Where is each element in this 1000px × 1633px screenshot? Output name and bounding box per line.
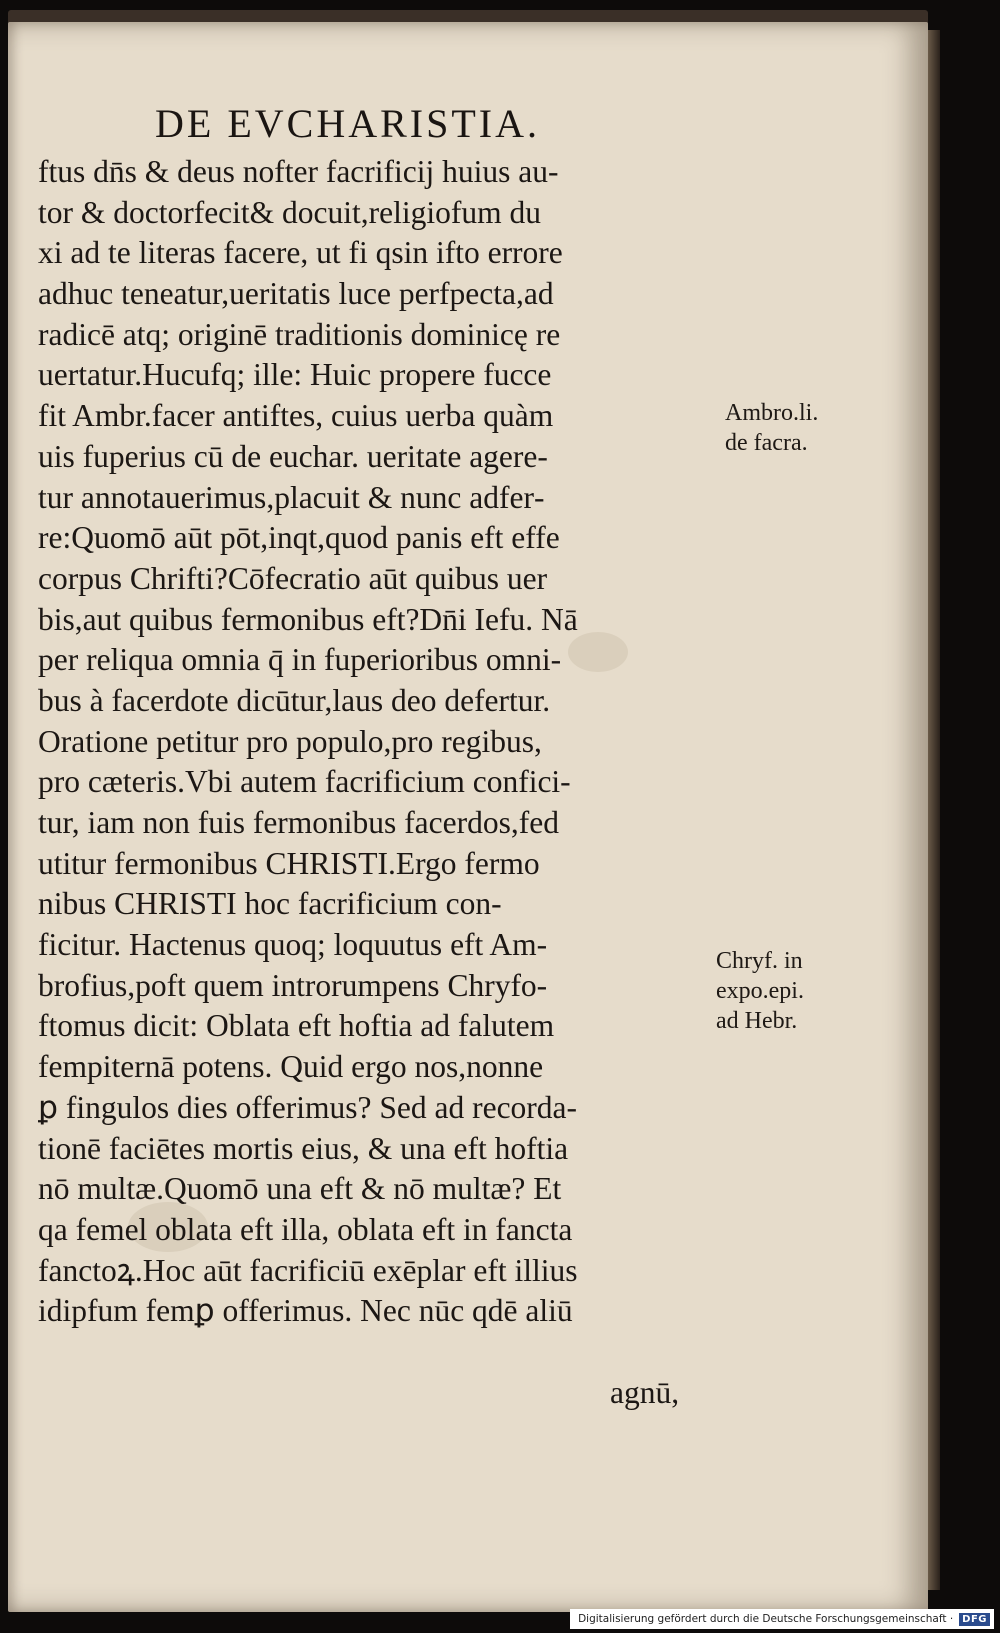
marginal-note-ambrose [725, 398, 818, 458]
text-line: bus à facerdote dicūtur,laus deo defertur. [38, 682, 551, 718]
dfg-logo: DFG [959, 1613, 990, 1626]
text-line: pro cæteris.Vbi autem facrificium confici‑ [38, 764, 571, 800]
text-line: utitur fermonibus CHRISTI.Ergo fermo [38, 845, 540, 881]
text-line: Oratione petitur pro populo,pro regibus, [38, 723, 542, 759]
text-line: ficitur. Hactenus quoq; loquutus eft Am‑ [38, 927, 548, 963]
running-head: DE EVCHARISTIA. [155, 101, 540, 146]
text-line: nō multæ.Quomō una eft & nō multæ? Et [38, 1171, 562, 1207]
text-line: tionē faciētes mortis eius, & una eft hoftia [38, 1130, 569, 1166]
text-line: uis fuperius cū de euchar. ueritate agere‑ [38, 438, 548, 474]
body-text [38, 152, 708, 1332]
text-line: brofius,poft quem introrumpens Chryfo‑ [38, 967, 548, 1003]
text-line: idipfum femꝑ offerimus. Nec nūc qdē aliū [38, 1293, 573, 1329]
text-line: tor & doctorfecit& docuit,religiofum du [38, 194, 542, 230]
marginal-note-line: ad Hebr. [716, 1008, 798, 1034]
marginal-note-line: expo.epi. [716, 978, 804, 1004]
text-line: bis,aut quibus fermonibus eft?Dn̄i Iefu. Nā [38, 601, 578, 637]
catchword: agnū, [610, 1375, 680, 1410]
text-line: tur, iam non fuis fermonibus facerdos,fed [38, 805, 559, 840]
text-line: ꝑ fingulos dies offerimus? Sed ad recorda‑ [38, 1089, 578, 1125]
text-line: corpus Chrifti?Cōfecratio aūt quibus uer [38, 560, 548, 596]
text-line: tur annotauerimus,placuit & nunc adfer‑ [38, 479, 545, 515]
footer-credit: Digitalisierung gefördert durch die Deutsche Forschungsgemeinschaft · [578, 1613, 954, 1625]
text-line: xi ad te literas facere, ut fi qsin ifto errore [38, 235, 563, 271]
marginal-note-line: Ambro.li. [725, 400, 819, 426]
text-line: adhuc teneatur,ueritatis luce perfpecta,ad [38, 276, 554, 312]
text-line: qa femel oblata eft illa, oblata eft in fancta [38, 1211, 573, 1247]
text-line: ftomus dicit: Oblata eft hoftia ad falutem [38, 1008, 555, 1044]
marginal-note-chrysostom [716, 946, 804, 1036]
marginal-note-line: Chryf. in [716, 948, 803, 974]
text-line: ftus dn̄s & deus nofter facrificij huius au‑ [38, 154, 559, 189]
text-line: fanctoꝝ.Hoc aūt facrificiū exēplar eft illius [38, 1252, 578, 1288]
marginal-note-line: de facra. [725, 430, 808, 456]
text-line: radicē atq; originē traditionis dominicę re [38, 316, 561, 352]
book-fore-edge [928, 30, 940, 1590]
text-line: re:Quomō aūt pōt,inqt,quod panis eft effe [38, 520, 560, 556]
text-line: fit Ambr.facer antiftes, cuius uerba quàm [38, 398, 554, 434]
text-line: fempiternā potens. Quid ergo nos,nonne [38, 1049, 544, 1085]
text-line: uertatur.Hucufq; ille: Huic propere fucce [38, 357, 552, 393]
digitization-footer [570, 1609, 994, 1629]
text-line: nibus CHRISTI hoc facrificium con‑ [38, 886, 502, 922]
text-line: per reliqua omnia q̄ in fuperioribus omni‑ [38, 642, 562, 678]
